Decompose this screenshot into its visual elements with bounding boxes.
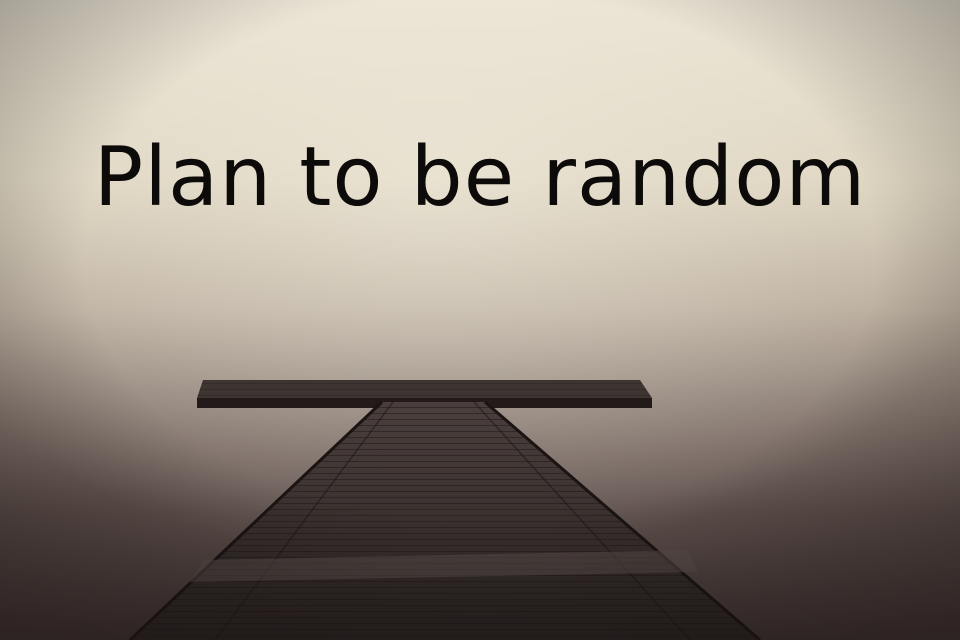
headline-text: Plan to be random [93, 130, 867, 225]
